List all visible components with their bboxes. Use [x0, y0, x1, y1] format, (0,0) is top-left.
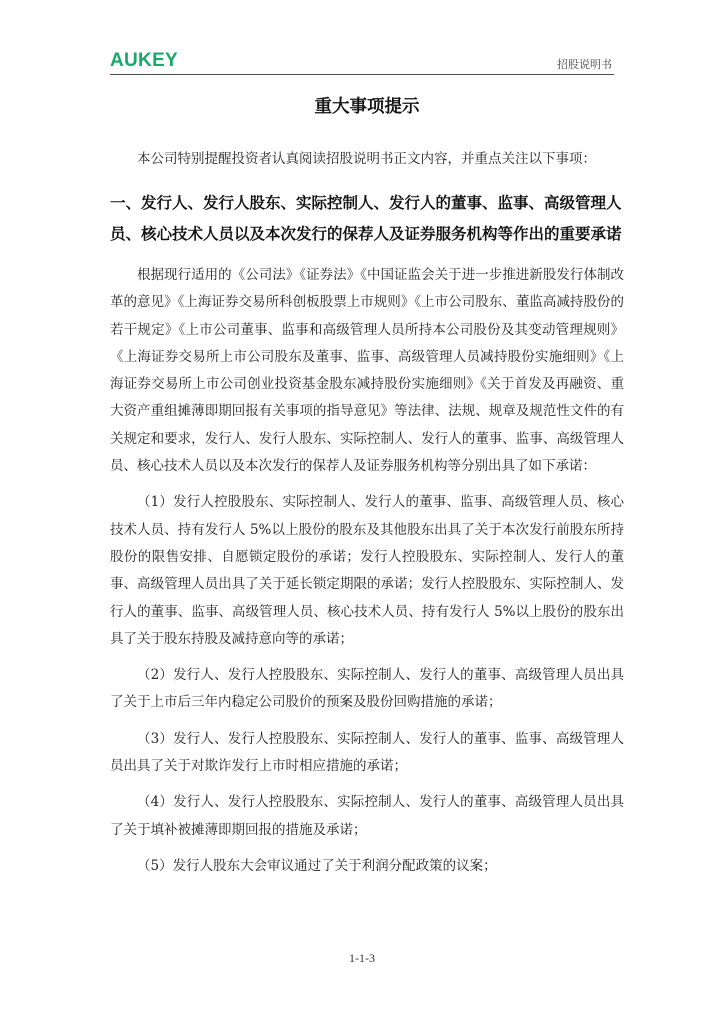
body-paragraph-item-1: （1）发行人控股股东、实际控制人、发行人的董事、监事、高级管理人员、核心技术人员、持有发行人 5%以上股份的股东及其他股东出具了关于本次发行前股东所持股份的限售安排、自愿锁定股份的承诺；发行人控股股东、实际控制人、发行人的董事、高级管理人员出具了关于延长锁定期限的承诺；发行人控股股东、实际控制人、发行人的董事、监事、高级管理人员、核心技术人员、持有发行人 5%以上股份的股东出具了关于股东持股及减持意向等的承诺； — [110, 494, 624, 647]
page-title: 重大事项提示 — [314, 97, 420, 117]
page-header — [110, 50, 614, 75]
section-heading: 一、发行人、发行人股东、实际控制人、发行人的董事、监事、高级管理人员、核心技术人员以及本次发行的保荐人及证券服务机构等作出的重要承诺 — [110, 194, 622, 243]
document-body — [110, 93, 624, 889]
body-paragraph-item-5: （5）发行人股东大会审议通过了关于利润分配政策的议案； — [137, 857, 497, 874]
intro-paragraph: 本公司特别提醒投资者认真阅读招股说明书正文内容，并重点关注以下事项： — [137, 151, 596, 167]
body-paragraph-item-3: （3）发行人、发行人控股股东、实际控制人、发行人的董事、监事、高级管理人员出具了关于对欺诈发行上市时相应措施的承诺； — [110, 730, 624, 775]
body-paragraph-legal-basis: 根据现行适用的《公司法》《证券法》《中国证监会关于进一步推进新股发行体制改革的意见》《上海证券交易所科创板股票上市规则》《上市公司股东、董监高减持股份的若干规定》《上市公司董事、监事和高级管理人员所持本公司股份及其变动管理规则》《上海证券交易所上市公司股东及董事、监事、高级管理人员减持股份实施细则》《上海证券交易所上市公司创业投资基金股东减持股份实施细则》《关于首发及再融资、重大资产重组摊薄即期回报有关事项的指导意见》等法律、法规、规章及规范性文件的有关规定和要求，发行人、发行人股东、实际控制人、发行人的董事、监事、高级管理人员、核心技术人员以及本次发行的保荐人及证券服务机构等分别出具了如下承诺： — [110, 267, 624, 475]
aukey-logo: AUKEY — [110, 50, 179, 71]
body-paragraph-item-2: （2）发行人、发行人控股股东、实际控制人、发行人的董事、高级管理人员出具了关于上市后三年内稳定公司股价的预案及股份回购措施的承诺； — [110, 667, 624, 711]
document-type-label: 招股说明书 — [557, 58, 612, 71]
page-number: 1-1-3 — [349, 951, 375, 965]
body-paragraph-item-4: （4）发行人、发行人控股股东、实际控制人、发行人的董事、高级管理人员出具了关于填补被摊薄即期回报的措施及承诺； — [110, 794, 624, 838]
